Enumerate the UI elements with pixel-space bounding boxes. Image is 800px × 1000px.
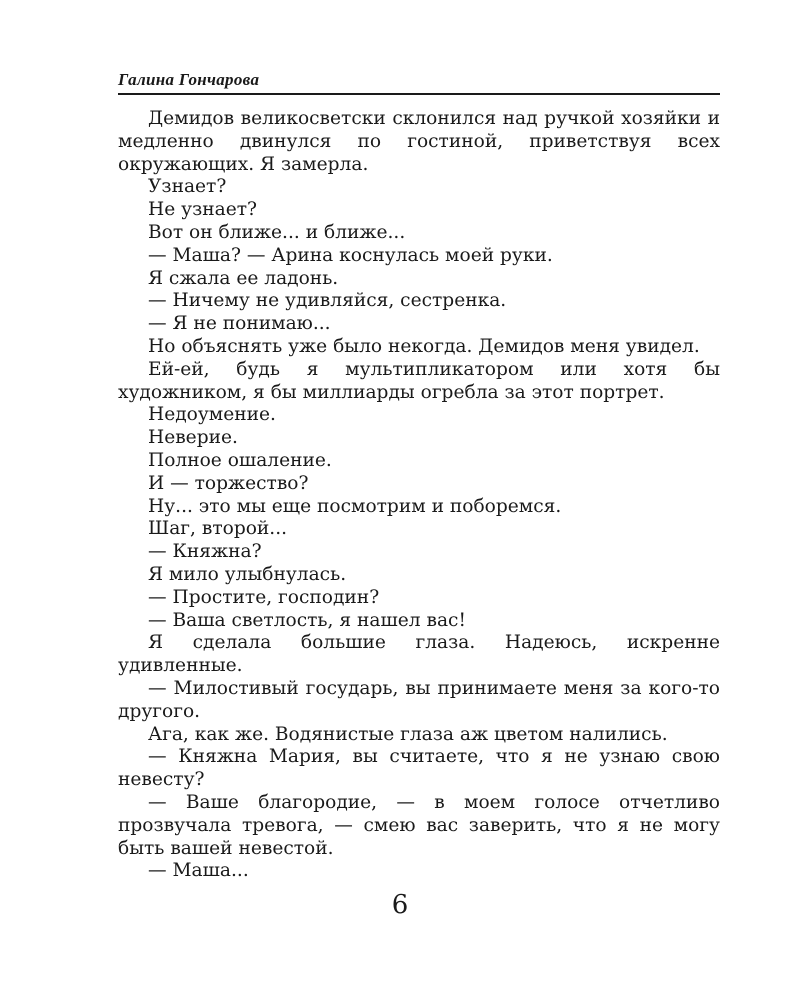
paragraph: Полное ошаление. (148, 449, 332, 471)
paragraph: Ей-ей, будь я мультипликатором или хотя бы художником, я бы миллиарды огребла за этот портрет. (118, 358, 720, 403)
paragraph: Не узнает? (148, 199, 257, 221)
running-head-author: Галина Гончарова (118, 70, 260, 89)
paragraph: — Я не понимаю... (148, 313, 331, 335)
paragraph: Я сжала ее ладонь. (148, 267, 339, 289)
paragraph: Недоумение. (148, 404, 276, 426)
paragraph: Но объяснять уже было некогда. Демидов меня увидел. (148, 335, 700, 357)
paragraph: — Маша? — Арина коснулась моей руки. (148, 244, 553, 266)
paragraph: — Ваше благородие, — в моем голосе отчетливо прозвучала тревога, — смею вас заверить, что я не могу быть вашей невестой. (118, 791, 720, 859)
paragraph: Шаг, второй... (148, 518, 288, 540)
paragraph: Узнает? (148, 176, 227, 198)
paragraph: Демидов великосветски склонился над ручкой хозяйки и медленно двинулся по гостиной, приветствуя всех окружающих. Я замерла. (118, 108, 720, 175)
paragraph: — Милостивый государь, вы принимаете меня за кого-то другого. (118, 677, 720, 722)
paragraph: Ну... это мы еще посмотрим и поборемся. (148, 495, 562, 517)
paragraph: Я мило улыбнулась. (148, 563, 347, 585)
paragraph: — Ваша светлость, я нашел вас! (148, 609, 466, 631)
paragraph: — Княжна Мария, вы считаете, что я не узнаю свою невесту? (118, 746, 720, 791)
paragraph: — Ничему не удивляйся, сестренка. (148, 290, 507, 312)
page-number: 6 (391, 890, 409, 920)
paragraph: Ага, как же. Водянистые глаза аж цветом налились. (148, 723, 668, 745)
paragraph: И — торжество? (148, 472, 309, 494)
paragraph: Неверие. (148, 427, 238, 449)
paragraph: Вот он ближе... и ближе... (148, 221, 406, 243)
paragraph: Я сделала большие глаза. Надеюсь, искренне удивленные. (118, 632, 720, 677)
paragraph: — Простите, господин? (148, 586, 380, 608)
paragraph: — Маша... (148, 860, 249, 882)
header-rule (118, 93, 720, 95)
paragraph: — Княжна? (148, 541, 262, 563)
body-text (118, 108, 720, 883)
